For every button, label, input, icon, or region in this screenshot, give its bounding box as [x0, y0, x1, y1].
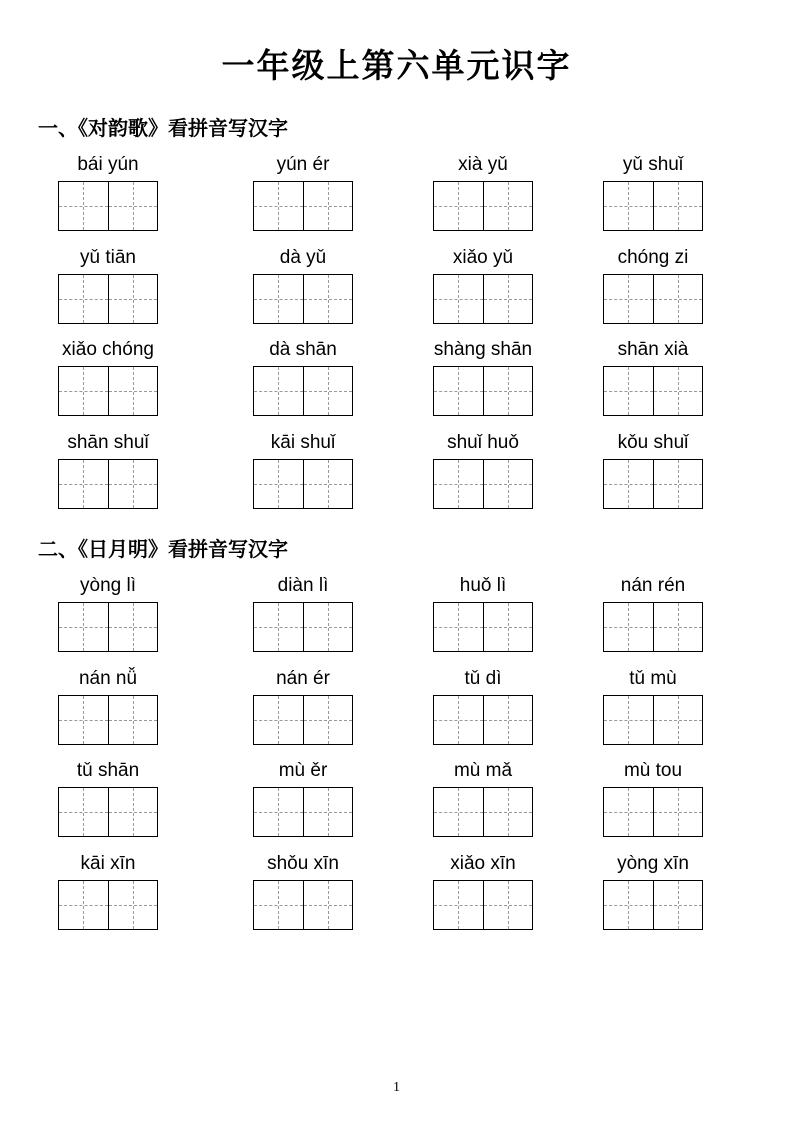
- writing-box-pair: [603, 880, 703, 930]
- writing-box-pair: [603, 602, 703, 652]
- pinyin-label: dà yǔ: [279, 246, 327, 268]
- tianzige-box[interactable]: [108, 603, 158, 651]
- pinyin-label: shàng shān: [433, 339, 533, 360]
- tianzige-box[interactable]: [434, 881, 483, 929]
- writing-box-pair: [58, 274, 158, 324]
- tianzige-box[interactable]: [303, 460, 353, 508]
- tianzige-box[interactable]: [59, 182, 108, 230]
- pinyin-label: tǔ shān: [76, 760, 140, 781]
- writing-box-pair: [58, 695, 158, 745]
- tianzige-box[interactable]: [108, 182, 158, 230]
- tianzige-box[interactable]: [483, 788, 533, 836]
- pinyin-label: xiǎo chóng: [62, 339, 154, 360]
- tianzige-box[interactable]: [108, 275, 158, 323]
- tianzige-box[interactable]: [604, 603, 653, 651]
- pinyin-label: shān xià: [617, 339, 689, 360]
- tianzige-box[interactable]: [604, 696, 653, 744]
- pinyin-label: yǔ tiān: [80, 246, 136, 268]
- tianzige-box[interactable]: [483, 696, 533, 744]
- pinyin-label: xiǎo xīn: [450, 852, 516, 874]
- writing-box-pair: [253, 880, 353, 930]
- tianzige-box[interactable]: [254, 367, 303, 415]
- pinyin-label: xià yǔ: [458, 154, 508, 175]
- pinyin-label: tǔ mù: [629, 667, 677, 689]
- tianzige-box[interactable]: [303, 881, 353, 929]
- tianzige-box[interactable]: [254, 460, 303, 508]
- writing-box-pair: [433, 695, 533, 745]
- tianzige-box[interactable]: [59, 603, 108, 651]
- tianzige-box[interactable]: [653, 275, 703, 323]
- writing-box-pair: [253, 366, 353, 416]
- tianzige-box[interactable]: [483, 182, 533, 230]
- pinyin-label: shǒu xīn: [267, 852, 339, 874]
- writing-box-pair: [603, 787, 703, 837]
- tianzige-box[interactable]: [59, 696, 108, 744]
- tianzige-box[interactable]: [483, 275, 533, 323]
- tianzige-box[interactable]: [653, 696, 703, 744]
- pinyin-label: xiǎo yǔ: [452, 246, 514, 268]
- tianzige-box[interactable]: [434, 603, 483, 651]
- tianzige-box[interactable]: [653, 367, 703, 415]
- tianzige-box[interactable]: [303, 603, 353, 651]
- tianzige-box[interactable]: [303, 788, 353, 836]
- pinyin-label: mù mǎ: [453, 760, 513, 781]
- pinyin-label: chóng zi: [617, 246, 689, 268]
- tianzige-box[interactable]: [254, 182, 303, 230]
- writing-box-pair: [433, 880, 533, 930]
- writing-box-pair: [433, 366, 533, 416]
- pinyin-label: yún ér: [276, 154, 330, 175]
- pinyin-label: kǒu shuǐ: [617, 431, 689, 453]
- tianzige-box[interactable]: [483, 460, 533, 508]
- tianzige-box[interactable]: [604, 460, 653, 508]
- writing-box-pair: [433, 602, 533, 652]
- tianzige-box[interactable]: [653, 460, 703, 508]
- tianzige-box[interactable]: [604, 881, 653, 929]
- tianzige-box[interactable]: [254, 603, 303, 651]
- tianzige-box[interactable]: [434, 275, 483, 323]
- tianzige-box[interactable]: [108, 460, 158, 508]
- page-number: 1: [393, 1080, 400, 1095]
- writing-box-pair: [603, 181, 703, 231]
- writing-box-pair: [253, 787, 353, 837]
- tianzige-box[interactable]: [434, 367, 483, 415]
- pinyin-label: kāi xīn: [80, 852, 136, 874]
- writing-box-pair: [603, 695, 703, 745]
- tianzige-box[interactable]: [434, 182, 483, 230]
- writing-box-pair: [253, 602, 353, 652]
- writing-box-pair: [603, 459, 703, 509]
- tianzige-box[interactable]: [303, 182, 353, 230]
- tianzige-box[interactable]: [653, 788, 703, 836]
- writing-box-pair: [433, 181, 533, 231]
- tianzige-box[interactable]: [653, 182, 703, 230]
- tianzige-box[interactable]: [604, 788, 653, 836]
- pinyin-label: mù ěr: [278, 760, 328, 781]
- tianzige-box[interactable]: [108, 881, 158, 929]
- pinyin-label: mù tou: [623, 760, 683, 781]
- pinyin-label: kāi shuǐ: [270, 431, 336, 453]
- tianzige-box[interactable]: [254, 696, 303, 744]
- tianzige-box[interactable]: [483, 367, 533, 415]
- writing-box-pair: [58, 880, 158, 930]
- tianzige-box[interactable]: [254, 881, 303, 929]
- tianzige-box[interactable]: [604, 275, 653, 323]
- tianzige-box[interactable]: [434, 788, 483, 836]
- writing-box-pair: [433, 787, 533, 837]
- tianzige-box[interactable]: [653, 603, 703, 651]
- pinyin-label: diàn lì: [277, 575, 329, 596]
- writing-box-pair: [253, 274, 353, 324]
- writing-box-pair: [253, 459, 353, 509]
- tianzige-box[interactable]: [59, 460, 108, 508]
- pinyin-label: yǔ shuǐ: [622, 154, 684, 175]
- pinyin-label: tǔ dì: [464, 667, 502, 689]
- tianzige-box[interactable]: [483, 881, 533, 929]
- tianzige-box[interactable]: [483, 603, 533, 651]
- tianzige-box[interactable]: [59, 275, 108, 323]
- tianzige-box[interactable]: [108, 367, 158, 415]
- tianzige-box[interactable]: [434, 460, 483, 508]
- tianzige-box[interactable]: [434, 696, 483, 744]
- writing-box-pair: [603, 274, 703, 324]
- pinyin-label: shuǐ huǒ: [447, 431, 519, 453]
- section-heading-1: 一、《对韵歌》看拼音写汉字: [38, 116, 288, 140]
- pinyin-label: yòng lì: [80, 575, 136, 596]
- writing-box-pair: [58, 181, 158, 231]
- writing-box-pair: [58, 787, 158, 837]
- pinyin-label: bái yún: [77, 154, 139, 175]
- writing-box-pair: [58, 602, 158, 652]
- tianzige-box[interactable]: [59, 881, 108, 929]
- tianzige-box[interactable]: [254, 788, 303, 836]
- writing-box-pair: [58, 459, 158, 509]
- tianzige-box[interactable]: [604, 182, 653, 230]
- writing-box-pair: [58, 366, 158, 416]
- tianzige-box[interactable]: [604, 367, 653, 415]
- tianzige-box[interactable]: [303, 696, 353, 744]
- writing-box-pair: [433, 459, 533, 509]
- pinyin-label: huǒ lì: [459, 575, 507, 596]
- tianzige-box[interactable]: [653, 881, 703, 929]
- tianzige-box[interactable]: [303, 367, 353, 415]
- tianzige-box[interactable]: [303, 275, 353, 323]
- tianzige-box[interactable]: [108, 788, 158, 836]
- tianzige-box[interactable]: [108, 696, 158, 744]
- pinyin-label: nán ér: [276, 667, 330, 689]
- pinyin-label: nán nǚ: [78, 667, 138, 689]
- pinyin-label: yòng xīn: [617, 852, 689, 874]
- pinyin-label: dà shān: [269, 339, 337, 360]
- writing-box-pair: [253, 695, 353, 745]
- writing-box-pair: [603, 366, 703, 416]
- section-heading-2: 二、《日月明》看拼音写汉字: [38, 537, 288, 561]
- pinyin-label: nán rén: [620, 575, 686, 596]
- page-title: 一年级上第六单元识字: [221, 46, 572, 85]
- writing-box-pair: [433, 274, 533, 324]
- tianzige-box[interactable]: [59, 788, 108, 836]
- tianzige-box[interactable]: [59, 367, 108, 415]
- tianzige-box[interactable]: [254, 275, 303, 323]
- pinyin-label: shān shuǐ: [67, 431, 149, 453]
- writing-box-pair: [253, 181, 353, 231]
